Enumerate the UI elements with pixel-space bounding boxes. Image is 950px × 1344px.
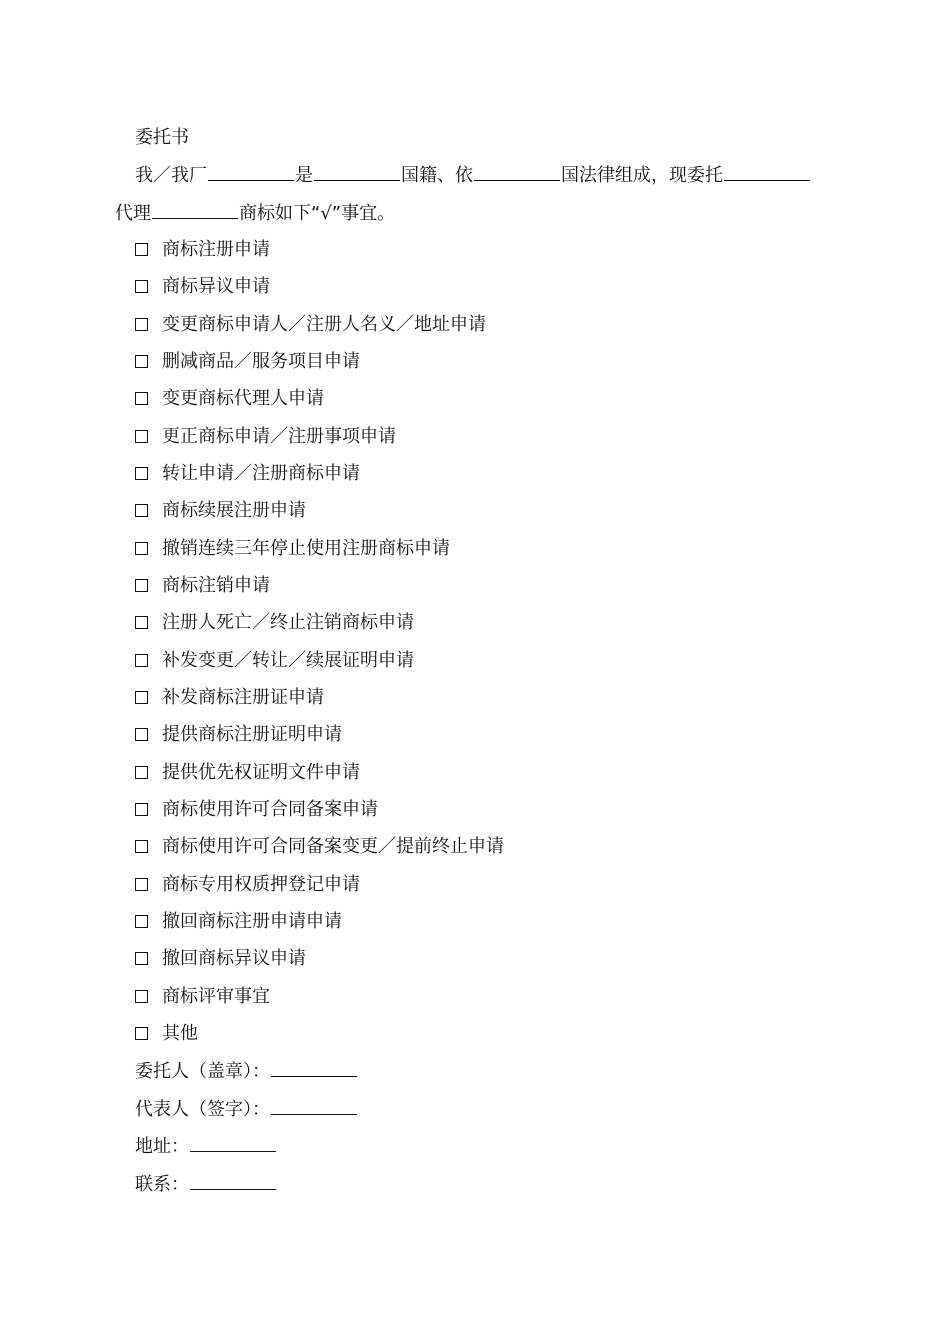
- checklist-item: [135, 424, 396, 450]
- checklist-item: [135, 386, 324, 412]
- representative-line: [135, 1096, 358, 1122]
- checkbox[interactable]: [135, 952, 148, 965]
- checklist-item-label: 变更商标申请人／注册人名义／地址申请: [162, 314, 486, 335]
- contact-label: 联系：: [135, 1174, 189, 1195]
- principal-line: [135, 1058, 358, 1084]
- checklist-item-label: 其他: [162, 1023, 198, 1044]
- checkbox[interactable]: [135, 430, 148, 443]
- checklist-item: [135, 1021, 198, 1047]
- intro-blank-2[interactable]: [314, 162, 400, 181]
- principal-blank[interactable]: [271, 1058, 357, 1077]
- checklist-item: [135, 648, 414, 674]
- checklist-item-label: 提供商标注册证明申请: [162, 724, 342, 745]
- representative-label: 代表人（签字）：: [135, 1099, 270, 1120]
- checkbox[interactable]: [135, 840, 148, 853]
- checklist-item-label: 补发变更／转让／续展证明申请: [162, 650, 414, 671]
- checklist-item-label: 变更商标代理人申请: [162, 388, 324, 409]
- checkbox[interactable]: [135, 766, 148, 779]
- checklist-item: [135, 536, 450, 562]
- checkbox[interactable]: [135, 803, 148, 816]
- checklist-item: [135, 610, 414, 636]
- checklist-item-label: 更正商标申请／注册事项申请: [162, 426, 396, 447]
- checklist-item: [135, 685, 324, 711]
- intro-blank-4[interactable]: [724, 162, 810, 181]
- checkbox[interactable]: [135, 1027, 148, 1040]
- checkbox[interactable]: [135, 542, 148, 555]
- checklist-item-label: 商标使用许可合同备案申请: [162, 799, 378, 820]
- checkbox[interactable]: [135, 355, 148, 368]
- checklist-item: [135, 797, 378, 823]
- intro-text-5: 代理: [115, 203, 151, 224]
- checklist-item: [135, 461, 360, 487]
- checkbox[interactable]: [135, 504, 148, 517]
- checklist-item-label: 提供优先权证明文件申请: [162, 762, 360, 783]
- checklist-item: [135, 498, 306, 524]
- intro-text-2: 是: [295, 165, 313, 186]
- checklist-item: [135, 573, 270, 599]
- checklist-item-label: 商标续展注册申请: [162, 500, 306, 521]
- checklist-item-label: 商标评审事宜: [162, 986, 270, 1007]
- checklist-item: [135, 872, 360, 898]
- checklist-item: [135, 909, 342, 935]
- checkbox[interactable]: [135, 728, 148, 741]
- intro-blank-3[interactable]: [474, 162, 560, 181]
- checklist-item: [135, 274, 270, 300]
- checklist-item-label: 注册人死亡／终止注销商标申请: [162, 612, 414, 633]
- checklist-item: [135, 349, 360, 375]
- checkbox[interactable]: [135, 280, 148, 293]
- checkbox[interactable]: [135, 878, 148, 891]
- document-title: 委托书: [135, 127, 189, 148]
- checklist-item: [135, 984, 270, 1010]
- checklist-item-label: 商标使用许可合同备案变更／提前终止申请: [162, 836, 504, 857]
- intro-line-1: [135, 162, 811, 188]
- checklist-item: [135, 946, 306, 972]
- intro-text-6: 商标如下“√”事宜。: [239, 203, 396, 224]
- checkbox[interactable]: [135, 616, 148, 629]
- representative-blank[interactable]: [271, 1096, 357, 1115]
- address-blank[interactable]: [190, 1133, 276, 1152]
- checklist-item: [135, 722, 342, 748]
- checklist-item-label: 撤销连续三年停止使用注册商标申请: [162, 538, 450, 559]
- checklist-item-label: 商标专用权质押登记申请: [162, 874, 360, 895]
- checkbox[interactable]: [135, 915, 148, 928]
- intro-blank-5[interactable]: [152, 200, 238, 219]
- contact-line: [135, 1171, 277, 1197]
- intro-text-1: 我／我厂: [135, 165, 207, 186]
- checkbox[interactable]: [135, 467, 148, 480]
- checklist-item-label: 商标异议申请: [162, 276, 270, 297]
- address-label: 地址：: [135, 1136, 189, 1157]
- checklist-item-label: 删减商品／服务项目申请: [162, 351, 360, 372]
- checklist-item: [135, 834, 504, 860]
- checkbox[interactable]: [135, 691, 148, 704]
- checkbox[interactable]: [135, 392, 148, 405]
- checklist-item-label: 补发商标注册证申请: [162, 687, 324, 708]
- checklist-item: [135, 312, 486, 338]
- checkbox[interactable]: [135, 990, 148, 1003]
- contact-blank[interactable]: [190, 1171, 276, 1190]
- checkbox[interactable]: [135, 243, 148, 256]
- intro-text-3: 国籍、依: [401, 165, 473, 186]
- checklist-item-label: 转让申请／注册商标申请: [162, 463, 360, 484]
- checklist-item-label: 撤回商标注册申请申请: [162, 911, 342, 932]
- principal-label: 委托人（盖章）：: [135, 1061, 270, 1082]
- intro-text-4: 国法律组成，现委托: [561, 165, 723, 186]
- checklist-item-label: 撤回商标异议申请: [162, 948, 306, 969]
- address-line: [135, 1133, 277, 1159]
- checkbox[interactable]: [135, 579, 148, 592]
- checkbox[interactable]: [135, 318, 148, 331]
- checklist-item: [135, 760, 360, 786]
- checklist-item: [135, 237, 270, 263]
- intro-line-2: [115, 200, 395, 226]
- intro-blank-1[interactable]: [208, 162, 294, 181]
- checkbox[interactable]: [135, 654, 148, 667]
- checklist-item-label: 商标注销申请: [162, 575, 270, 596]
- checklist-item-label: 商标注册申请: [162, 239, 270, 260]
